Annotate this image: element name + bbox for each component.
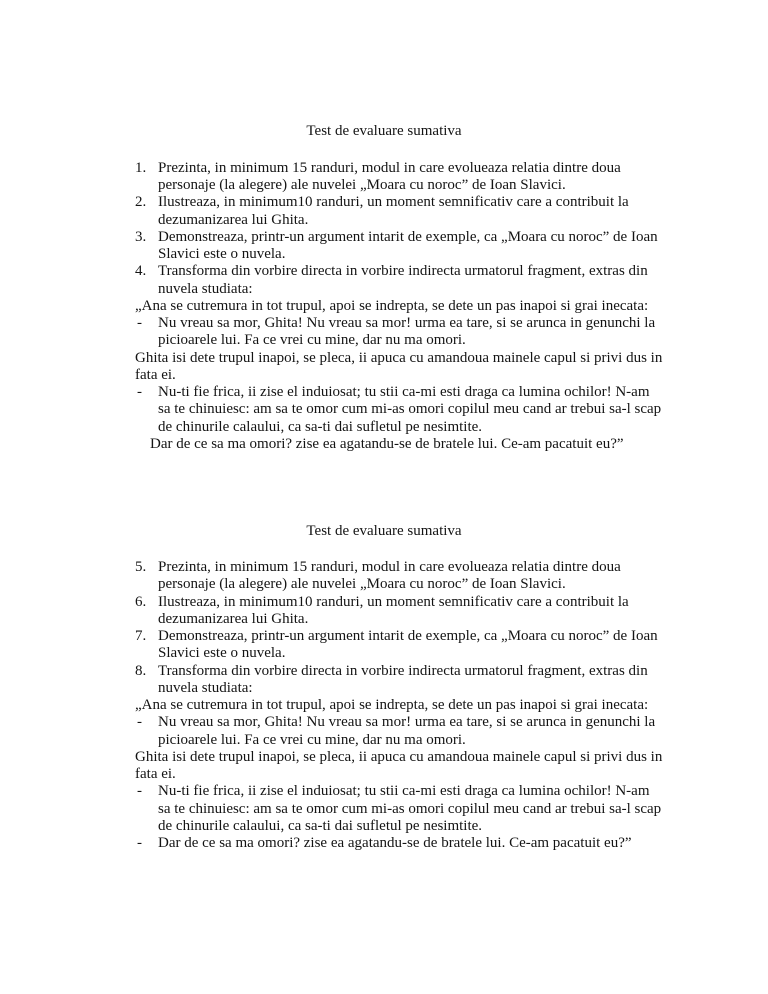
fragment-line: fata ei. bbox=[135, 366, 176, 383]
question-item bbox=[0, 663, 768, 698]
fragment-line: de chinurile calaului, ca sa-ti dai sufletul pe nesimtite. bbox=[158, 817, 483, 834]
question-number: 2. bbox=[135, 194, 147, 211]
fragment-line: Dar de ce sa ma omori? zise ea agatandu-se de bratele lui. Ce-am pacatuit eu?” bbox=[150, 435, 624, 452]
question-number: 6. bbox=[135, 593, 147, 610]
question-line: Transforma din vorbire directa in vorbire indirecta urmatorul fragment, extras din bbox=[158, 263, 648, 280]
fragment-line: picioarele lui. Fa ce vrei cu mine, dar nu ma omori. bbox=[158, 731, 466, 748]
question-item bbox=[0, 263, 768, 298]
fragment-line: Dar de ce sa ma omori? zise ea agatandu-se de bratele lui. Ce-am pacatuit eu?” bbox=[158, 835, 632, 851]
question-line: dezumanizarea lui Ghita. bbox=[158, 211, 309, 228]
fragment-line: Nu vreau sa mor, Ghita! Nu vreau sa mor! urma ea tare, si se arunca in genunchi la bbox=[158, 714, 656, 731]
dash-marker: - bbox=[137, 315, 142, 331]
fragment-line: Ghita isi dete trupul inapoi, se pleca, ii apuca cu amandoua mainele capul si privi dus in bbox=[135, 349, 663, 366]
question-line: Demonstreaza, printr-un argument intarit de exemple, ca „Moara cu noroc” de Ioan bbox=[158, 628, 658, 644]
fragment-line: de chinurile calaului, ca sa-ti dai sufletul pe nesimtite. bbox=[158, 418, 483, 435]
test-title: Test de evaluare sumativa bbox=[306, 123, 462, 139]
question-number: 7. bbox=[135, 628, 147, 644]
question-line: Ilustreaza, in minimum10 randuri, un moment semnificativ care a contribuit la bbox=[158, 593, 629, 610]
question-item bbox=[0, 628, 768, 663]
dialogue-line bbox=[0, 714, 768, 749]
question-line: Prezinta, in minimum 15 randuri, modul in care evolueaza relatia dintre doua bbox=[158, 159, 621, 176]
question-line: Ilustreaza, in minimum10 randuri, un moment semnificativ care a contribuit la bbox=[158, 194, 629, 211]
fragment-line: fata ei. bbox=[135, 766, 176, 782]
question-number: 1. bbox=[135, 159, 147, 176]
fragment-line: sa te chinuiesc: am sa te omor cum mi-as omori copilul meu cand ar trebui sa-l scap bbox=[158, 401, 662, 418]
question-line: Demonstreaza, printr-un argument intarit de exemple, ca „Moara cu noroc” de Ioan bbox=[158, 228, 658, 245]
question-line: dezumanizarea lui Ghita. bbox=[158, 610, 309, 627]
question-line: personaje (la alegere) ale nuvelei „Moara cu noroc” de Ioan Slavici. bbox=[158, 177, 566, 193]
fragment-line: sa te chinuiesc: am sa te omor cum mi-as omori copilul meu cand ar trebui sa-l scap bbox=[158, 800, 662, 817]
test-title: Test de evaluare sumativa bbox=[306, 523, 462, 539]
test-block bbox=[0, 123, 768, 453]
text-fragment bbox=[0, 697, 768, 852]
fragment-line: „Ana se cutremura in tot trupul, apoi se indrepta, se dete un pas inapoi si grai inecata: bbox=[135, 697, 649, 713]
narration-paragraph bbox=[0, 749, 768, 784]
narration-paragraph bbox=[0, 298, 768, 315]
dialogue-line bbox=[0, 436, 768, 453]
dash-marker: - bbox=[137, 714, 142, 731]
fragment-line: Ghita isi dete trupul inapoi, se pleca, ii apuca cu amandoua mainele capul si privi dus in bbox=[135, 748, 663, 765]
question-line: nuvela studiata: bbox=[158, 280, 253, 297]
question-number: 8. bbox=[135, 662, 147, 679]
question-line: Slavici este o nuvela. bbox=[158, 645, 286, 662]
dialogue-line bbox=[0, 835, 768, 852]
dash-marker: - bbox=[137, 384, 142, 400]
dash-marker: - bbox=[137, 835, 142, 851]
dash-marker: - bbox=[137, 783, 142, 800]
question-line: Slavici este o nuvela. bbox=[158, 246, 286, 262]
question-item bbox=[0, 559, 768, 594]
question-line: Transforma din vorbire directa in vorbire indirecta urmatorul fragment, extras din bbox=[158, 662, 648, 679]
question-line: personaje (la alegere) ale nuvelei „Moara cu noroc” de Ioan Slavici. bbox=[158, 576, 566, 593]
dialogue-line bbox=[0, 384, 768, 436]
dialogue-line bbox=[0, 783, 768, 835]
fragment-line: „Ana se cutremura in tot trupul, apoi se indrepta, se dete un pas inapoi si grai inecata: bbox=[135, 297, 649, 314]
question-number: 4. bbox=[135, 263, 147, 280]
question-line: Prezinta, in minimum 15 randuri, modul in care evolueaza relatia dintre doua bbox=[158, 559, 621, 575]
question-number: 3. bbox=[135, 228, 147, 245]
test-block bbox=[0, 523, 768, 852]
narration-paragraph bbox=[0, 350, 768, 385]
question-item bbox=[0, 160, 768, 195]
question-item bbox=[0, 194, 768, 229]
question-line: nuvela studiata: bbox=[158, 679, 253, 696]
question-item bbox=[0, 594, 768, 629]
fragment-line: Nu-ti fie frica, ii zise el induiosat; tu stii ca-mi esti draga ca lumina ochilor! N-am bbox=[158, 384, 650, 400]
narration-paragraph bbox=[0, 697, 768, 714]
question-list bbox=[0, 559, 768, 697]
dialogue-line bbox=[0, 315, 768, 350]
fragment-line: Nu-ti fie frica, ii zise el induiosat; tu stii ca-mi esti draga ca lumina ochilor! N-am bbox=[158, 783, 650, 800]
fragment-line: picioarele lui. Fa ce vrei cu mine, dar nu ma omori. bbox=[158, 332, 466, 349]
fragment-line: Nu vreau sa mor, Ghita! Nu vreau sa mor! urma ea tare, si se arunca in genunchi la bbox=[158, 315, 656, 331]
text-fragment bbox=[0, 298, 768, 453]
question-list bbox=[0, 160, 768, 298]
question-number: 5. bbox=[135, 559, 147, 575]
question-item bbox=[0, 229, 768, 264]
